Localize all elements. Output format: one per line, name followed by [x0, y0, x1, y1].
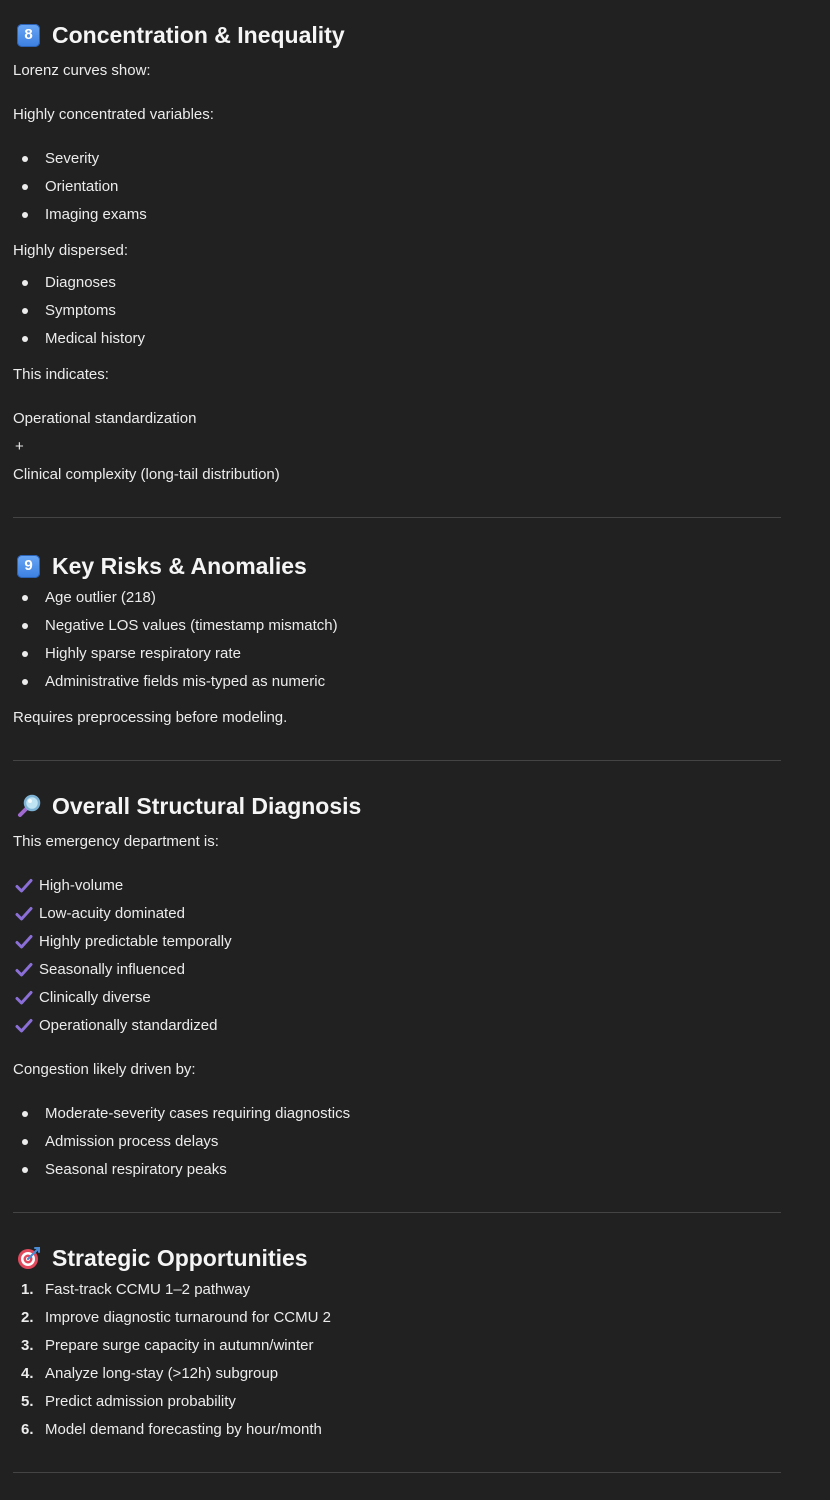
check-item — [13, 900, 781, 928]
list-item: Symptoms — [13, 297, 781, 325]
lorenz-intro: Lorenz curves show: — [13, 62, 151, 79]
list-text: Prepare surge capacity in autumn/winter — [45, 1337, 314, 1354]
section-8-heading — [13, 20, 781, 50]
list-item: Highly sparse respiratory rate — [13, 640, 781, 668]
check-item — [13, 1012, 781, 1040]
list-number: 4. — [21, 1365, 34, 1382]
diagnosis-heading — [13, 791, 781, 821]
check-item-label: High-volume — [39, 877, 124, 894]
check-icon — [15, 989, 33, 1007]
list-item — [13, 1360, 781, 1388]
keycap-9-icon: 9 — [17, 555, 40, 578]
list-item — [13, 1388, 781, 1416]
target-icon — [15, 1245, 42, 1272]
dispersed-label: Highly dispersed: — [13, 242, 129, 259]
list-number: 6. — [21, 1421, 34, 1438]
indicates-line-2: Clinical complexity (long-tail distribution) — [13, 466, 280, 483]
congestion-list — [13, 1100, 781, 1184]
list-item: Age outlier (218) — [13, 584, 781, 612]
check-item — [13, 956, 781, 984]
list-number: 2. — [21, 1309, 34, 1326]
list-number: 3. — [21, 1337, 34, 1354]
indicates-label: This indicates: — [13, 366, 109, 383]
check-item — [13, 984, 781, 1012]
check-item — [13, 928, 781, 956]
list-text: Improve diagnostic turnaround for CCMU 2 — [45, 1309, 331, 1326]
list-item: Imaging exams — [13, 201, 781, 229]
opportunities-list — [13, 1276, 781, 1444]
opportunities-title: Strategic Opportunities — [52, 1245, 308, 1271]
diagnosis-title: Overall Structural Diagnosis — [52, 793, 362, 819]
check-icon — [15, 933, 33, 951]
list-item: Orientation — [13, 173, 781, 201]
list-item: Administrative fields mis-typed as numeric — [13, 668, 781, 696]
congestion-label: Congestion likely driven by: — [13, 1061, 196, 1078]
section-9-title: Key Risks & Anomalies — [52, 553, 307, 579]
check-item-label: Highly predictable temporally — [39, 933, 232, 950]
risks-footer: Requires preprocessing before modeling. — [13, 709, 288, 726]
list-item: Admission process delays — [13, 1128, 781, 1156]
list-item: Moderate-severity cases requiring diagnostics — [13, 1100, 781, 1128]
list-text: Analyze long-stay (>12h) subgroup — [45, 1365, 279, 1382]
list-number: 1. — [21, 1281, 34, 1298]
list-item — [13, 1276, 781, 1304]
indicates-plus: + — [15, 438, 24, 455]
list-text: Model demand forecasting by hour/month — [45, 1421, 322, 1438]
check-item — [13, 872, 781, 900]
check-icon — [15, 905, 33, 923]
list-item — [13, 1304, 781, 1332]
check-item-label: Clinically diverse — [39, 989, 151, 1006]
response-content — [13, 0, 781, 1473]
check-icon — [15, 961, 33, 979]
list-item: Diagnoses — [13, 269, 781, 297]
check-item-label: Low-acuity dominated — [39, 905, 185, 922]
list-number: 5. — [21, 1393, 34, 1410]
check-icon — [15, 1017, 33, 1035]
concentrated-label: Highly concentrated variables: — [13, 106, 214, 123]
check-item-label: Seasonally influenced — [39, 961, 185, 978]
diagnosis-checklist — [13, 872, 781, 1040]
list-item: Severity — [13, 145, 781, 173]
section-8-title: Concentration & Inequality — [52, 22, 345, 48]
list-item — [13, 1416, 781, 1444]
list-item: Seasonal respiratory peaks — [13, 1156, 781, 1184]
dispersed-list — [13, 269, 781, 353]
concentrated-list — [13, 145, 781, 229]
list-item: Medical history — [13, 325, 781, 353]
magnifying-glass-icon — [15, 793, 42, 820]
list-item — [13, 1332, 781, 1360]
diagnosis-intro: This emergency department is: — [13, 833, 219, 850]
list-item: Negative LOS values (timestamp mismatch) — [13, 612, 781, 640]
list-text: Predict admission probability — [45, 1393, 236, 1410]
opportunities-heading — [13, 1243, 781, 1273]
check-icon — [15, 877, 33, 895]
divider — [13, 1472, 781, 1473]
keycap-8-icon: 8 — [17, 24, 40, 47]
indicates-line-1: Operational standardization — [13, 410, 197, 427]
section-9-heading — [13, 551, 781, 581]
risks-list — [13, 584, 781, 696]
check-item-label: Operationally standardized — [39, 1017, 218, 1034]
list-text: Fast-track CCMU 1–2 pathway — [45, 1281, 251, 1298]
